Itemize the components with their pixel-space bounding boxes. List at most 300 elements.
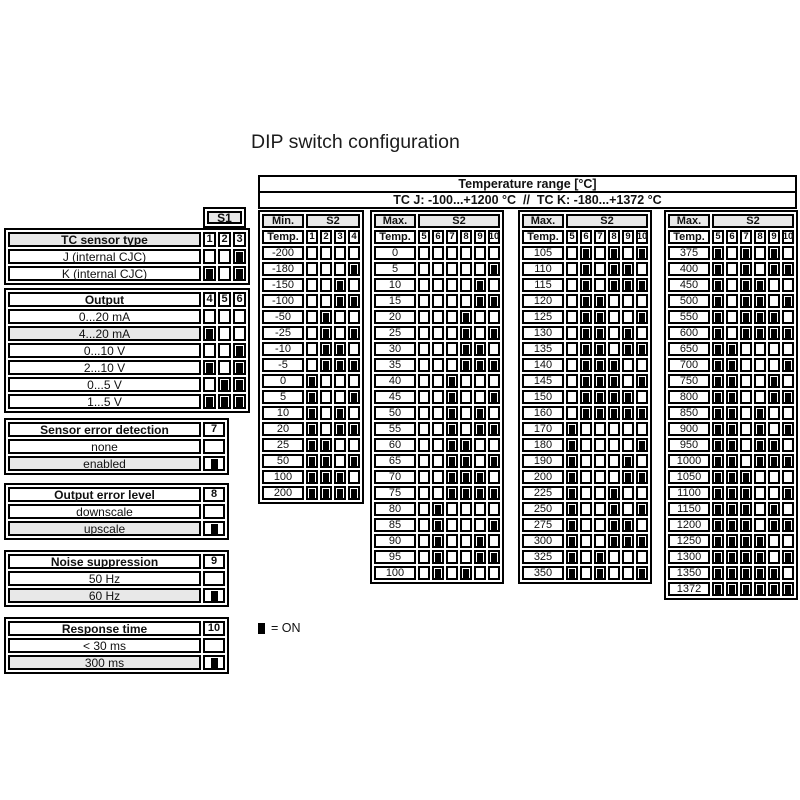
dip-switch-cell xyxy=(446,438,458,452)
s2-label: S2 xyxy=(306,214,360,228)
temp-row xyxy=(374,454,500,468)
temp-row xyxy=(668,406,794,420)
s2-label: S2 xyxy=(566,214,648,228)
temp-value-cell: 0 xyxy=(262,374,304,388)
header-row xyxy=(8,232,246,247)
temp-row xyxy=(668,438,794,452)
dip-switch-cell xyxy=(334,326,346,340)
temp-row xyxy=(522,502,648,516)
dip-switch-cell xyxy=(348,390,360,404)
temp-row xyxy=(522,422,648,436)
dip-switch-cell xyxy=(474,518,486,532)
dip-on-mark xyxy=(351,361,357,370)
dip-switch-cell xyxy=(636,262,648,276)
dip-switch-cell xyxy=(334,262,346,276)
temp-row xyxy=(262,310,360,324)
dip-switch-cell xyxy=(726,342,738,356)
dip-on-mark xyxy=(583,281,589,290)
option-row xyxy=(8,377,246,392)
dip-switch-cell xyxy=(460,470,472,484)
dip-on-mark xyxy=(583,265,589,274)
dip-on-mark xyxy=(463,345,469,354)
switch-number: 5 xyxy=(418,230,430,244)
dip-switch-cell xyxy=(712,534,724,548)
temp-value-cell: 275 xyxy=(522,518,564,532)
dip-switch-cell xyxy=(446,422,458,436)
dip-on-mark xyxy=(597,345,603,354)
temp-value-cell: 170 xyxy=(522,422,564,436)
dip-on-mark xyxy=(351,265,357,274)
temp-row xyxy=(668,486,794,500)
dip-on-mark xyxy=(625,329,631,338)
s1-header-box xyxy=(203,207,246,228)
dip-switch-cell xyxy=(594,406,606,420)
dip-switch-cell xyxy=(488,390,500,404)
dip-switch-cell xyxy=(594,326,606,340)
switch-number: 8 xyxy=(460,230,472,244)
header-row xyxy=(8,554,225,569)
dip-on-mark xyxy=(729,473,735,482)
temp-row xyxy=(668,518,794,532)
dip-switch-cell xyxy=(474,470,486,484)
temp-value-cell: 900 xyxy=(668,422,710,436)
temp-row xyxy=(522,326,648,340)
dip-on-mark xyxy=(639,345,645,354)
dip-switch-cell xyxy=(348,406,360,420)
dip-on-mark xyxy=(639,441,645,450)
dip-on-mark xyxy=(463,569,469,578)
dip-switch-cell xyxy=(432,390,444,404)
dip-switch-cell xyxy=(768,438,780,452)
option-label: K (internal CJC) xyxy=(8,266,201,281)
dip-switch-cell xyxy=(348,486,360,500)
dip-switch-cell xyxy=(474,534,486,548)
temp-row xyxy=(522,470,648,484)
dip-switch-cell xyxy=(334,278,346,292)
dip-on-mark xyxy=(463,441,469,450)
temp-row xyxy=(262,438,360,452)
dip-on-mark xyxy=(771,393,777,402)
option-label: enabled xyxy=(8,456,201,471)
dip-switch-cell xyxy=(233,377,246,392)
dip-switch-cell xyxy=(203,343,216,358)
dip-switch-cell xyxy=(726,566,738,580)
dip-switch-cell xyxy=(320,262,332,276)
temp-value-cell: 1050 xyxy=(668,470,710,484)
dip-switch-cell xyxy=(782,454,794,468)
dip-switch-cell xyxy=(566,566,578,580)
temp-value-cell: 250 xyxy=(522,502,564,516)
dip-on-mark xyxy=(715,441,721,450)
option-row xyxy=(8,309,246,324)
temp-value-cell: 70 xyxy=(374,470,416,484)
dip-switch-cell xyxy=(474,566,486,580)
temp-row xyxy=(668,454,794,468)
dip-switch-cell xyxy=(218,360,231,375)
dip-on-mark xyxy=(236,363,243,373)
temp-value-cell: 30 xyxy=(374,342,416,356)
dip-on-mark xyxy=(757,441,763,450)
dip-switch-cell xyxy=(233,326,246,341)
dip-switch-cell xyxy=(712,246,724,260)
switch-number: 4 xyxy=(203,292,216,307)
dip-switch-cell xyxy=(712,438,724,452)
temp-row xyxy=(262,278,360,292)
switch-number: 8 xyxy=(608,230,620,244)
dip-switch-cell xyxy=(726,518,738,532)
dip-switch-cell xyxy=(488,246,500,260)
dip-switch-cell xyxy=(580,454,592,468)
dip-on-mark xyxy=(449,457,455,466)
dip-switch-cell xyxy=(726,294,738,308)
dip-switch-cell xyxy=(306,342,318,356)
dip-switch-cell xyxy=(754,486,766,500)
dip-on-mark xyxy=(569,441,575,450)
dip-on-mark xyxy=(729,393,735,402)
dip-switch-cell xyxy=(726,550,738,564)
dip-on-mark xyxy=(236,346,243,356)
option-row xyxy=(8,638,225,653)
dip-on-mark xyxy=(771,329,777,338)
dip-on-mark xyxy=(435,569,441,578)
dip-switch-cell xyxy=(608,374,620,388)
dip-on-mark xyxy=(351,425,357,434)
dip-switch-cell xyxy=(432,422,444,436)
dip-switch-cell xyxy=(460,390,472,404)
dip-switch-cell xyxy=(726,278,738,292)
dip-switch-cell xyxy=(432,246,444,260)
dip-switch-cell xyxy=(636,422,648,436)
dip-switch-cell xyxy=(488,422,500,436)
dip-on-mark xyxy=(715,249,721,258)
switch-number: 7 xyxy=(594,230,606,244)
temp-value-cell: -10 xyxy=(262,342,304,356)
dip-switch-cell xyxy=(446,374,458,388)
temp-value-cell: 200 xyxy=(262,486,304,500)
dip-switch-cell xyxy=(348,294,360,308)
switch-number: 8 xyxy=(754,230,766,244)
dip-switch-cell xyxy=(418,278,430,292)
dip-switch-cell xyxy=(594,262,606,276)
dip-switch-cell xyxy=(348,326,360,340)
dip-switch-cell xyxy=(306,406,318,420)
dip-on-mark xyxy=(729,425,735,434)
dip-on-mark xyxy=(491,297,497,306)
dip-on-mark xyxy=(477,489,483,498)
dip-switch-cell xyxy=(594,454,606,468)
dip-on-mark xyxy=(757,281,763,290)
dip-on-mark xyxy=(337,473,343,482)
dip-switch-cell xyxy=(418,438,430,452)
dip-switch-cell xyxy=(580,278,592,292)
dip-on-mark xyxy=(639,473,645,482)
dip-switch-cell xyxy=(712,566,724,580)
dip-on-mark xyxy=(449,377,455,386)
dip-switch-cell xyxy=(320,390,332,404)
dip-on-mark xyxy=(569,489,575,498)
temp-value-cell: 90 xyxy=(374,534,416,548)
temp-value-cell: 40 xyxy=(374,374,416,388)
dip-on-mark xyxy=(477,281,483,290)
dip-switch-cell xyxy=(594,310,606,324)
dip-switch-cell xyxy=(460,278,472,292)
dip-switch-cell xyxy=(488,534,500,548)
header-row xyxy=(522,214,648,228)
header-row xyxy=(374,214,500,228)
dip-switch-cell xyxy=(594,518,606,532)
dip-switch-cell xyxy=(712,518,724,532)
dip-switch-cell xyxy=(348,278,360,292)
dip-switch-cell xyxy=(622,486,634,500)
dip-on-mark xyxy=(309,393,315,402)
dip-switch-cell xyxy=(566,374,578,388)
temp-value-cell: -180 xyxy=(262,262,304,276)
dip-switch-cell xyxy=(446,486,458,500)
dip-on-mark xyxy=(323,441,329,450)
temp-value-cell: 160 xyxy=(522,406,564,420)
dip-switch-cell xyxy=(622,262,634,276)
switch-number: 7 xyxy=(203,422,225,437)
dip-switch-cell xyxy=(203,309,216,324)
temp-value-cell: 50 xyxy=(262,454,304,468)
dip-switch-cell xyxy=(334,390,346,404)
dip-on-mark xyxy=(337,361,343,370)
temp-row xyxy=(668,278,794,292)
dip-on-mark xyxy=(351,457,357,466)
temp-row xyxy=(668,262,794,276)
temp-value-cell: 5 xyxy=(262,390,304,404)
dip-switch-cell xyxy=(754,582,766,596)
dip-switch-cell xyxy=(726,534,738,548)
dip-on-mark xyxy=(743,537,749,546)
dip-switch-cell xyxy=(594,278,606,292)
dip-switch-cell xyxy=(334,310,346,324)
dip-switch-cell xyxy=(306,326,318,340)
dip-switch-cell xyxy=(740,502,752,516)
dip-on-mark xyxy=(463,329,469,338)
dip-switch-cell xyxy=(782,486,794,500)
dip-switch-cell xyxy=(768,342,780,356)
temp-row xyxy=(668,310,794,324)
dip-switch-cell xyxy=(460,358,472,372)
legend xyxy=(258,621,301,635)
dip-switch-cell xyxy=(622,550,634,564)
dip-switch-cell xyxy=(474,550,486,564)
dip-switch-cell xyxy=(348,470,360,484)
dip-on-mark xyxy=(309,425,315,434)
dip-switch-cell xyxy=(233,360,246,375)
dip-switch-cell xyxy=(488,278,500,292)
dip-switch-cell xyxy=(580,438,592,452)
dip-switch-cell xyxy=(446,390,458,404)
dip-switch-cell xyxy=(203,521,225,536)
dip-switch-cell xyxy=(306,390,318,404)
dip-switch-cell xyxy=(432,486,444,500)
dip-on-mark xyxy=(337,409,343,418)
temp-value-cell: -25 xyxy=(262,326,304,340)
dip-switch-cell xyxy=(432,406,444,420)
dip-switch-cell xyxy=(488,518,500,532)
dip-switch-cell xyxy=(754,550,766,564)
switch-number: 6 xyxy=(432,230,444,244)
dip-switch-cell xyxy=(712,262,724,276)
dip-on-mark xyxy=(337,297,343,306)
dip-on-mark xyxy=(449,489,455,498)
dip-switch-cell xyxy=(768,246,780,260)
dip-on-mark xyxy=(625,345,631,354)
dip-switch-cell xyxy=(622,310,634,324)
dip-switch-cell xyxy=(726,390,738,404)
dip-on-mark xyxy=(729,377,735,386)
dip-on-mark xyxy=(491,489,497,498)
dip-switch-cell xyxy=(460,422,472,436)
dip-on-mark xyxy=(449,393,455,402)
dip-switch-cell xyxy=(203,249,216,264)
dip-switch-cell xyxy=(622,374,634,388)
dip-switch-cell xyxy=(432,262,444,276)
dip-switch-cell xyxy=(320,294,332,308)
dip-on-mark xyxy=(639,569,645,578)
dip-switch-cell xyxy=(348,422,360,436)
temp-value-cell: 180 xyxy=(522,438,564,452)
option-label: < 30 ms xyxy=(8,638,201,653)
dip-switch-cell xyxy=(418,550,430,564)
temp-row xyxy=(668,358,794,372)
dip-switch-cell xyxy=(768,278,780,292)
dip-switch-cell xyxy=(580,326,592,340)
dip-switch-cell xyxy=(432,550,444,564)
dip-switch-cell xyxy=(460,294,472,308)
temp-row xyxy=(374,470,500,484)
dip-on-mark xyxy=(206,329,213,339)
dip-switch-cell xyxy=(460,518,472,532)
dip-switch-cell xyxy=(233,394,246,409)
option-row xyxy=(8,504,225,519)
dip-switch-cell xyxy=(446,310,458,324)
temp-value-cell: 10 xyxy=(374,278,416,292)
dip-on-mark xyxy=(337,281,343,290)
switch-number: 6 xyxy=(233,292,246,307)
dip-switch-cell xyxy=(608,278,620,292)
dip-switch-cell xyxy=(782,246,794,260)
dip-on-mark xyxy=(463,489,469,498)
dip-switch-cell xyxy=(320,374,332,388)
dip-on-mark xyxy=(625,409,631,418)
dip-switch-cell xyxy=(622,294,634,308)
dip-switch-cell xyxy=(566,358,578,372)
dip-switch-cell xyxy=(432,566,444,580)
max-temp-table-1 xyxy=(370,210,504,584)
option-label: 1...5 V xyxy=(8,394,201,409)
dip-switch-cell xyxy=(432,294,444,308)
dip-on-mark xyxy=(729,489,735,498)
temp-row xyxy=(522,262,648,276)
dip-on-mark xyxy=(715,313,721,322)
dip-switch-cell xyxy=(432,470,444,484)
dip-switch-cell xyxy=(782,358,794,372)
dip-switch-cell xyxy=(566,310,578,324)
dip-on-mark xyxy=(323,329,329,338)
dip-on-mark xyxy=(639,505,645,514)
dip-switch-cell xyxy=(768,374,780,388)
dip-on-mark xyxy=(757,297,763,306)
s2-label: S2 xyxy=(418,214,500,228)
dip-switch-cell xyxy=(306,422,318,436)
switch-number: 1 xyxy=(203,232,216,247)
header-row xyxy=(8,292,246,307)
dip-on-mark xyxy=(715,345,721,354)
dip-switch-cell xyxy=(320,422,332,436)
dip-switch-cell xyxy=(782,310,794,324)
dip-switch-cell xyxy=(768,326,780,340)
dip-switch-cell xyxy=(608,246,620,260)
tc-sensor-type-table xyxy=(4,228,250,285)
dip-switch-cell xyxy=(754,310,766,324)
dip-on-mark xyxy=(309,441,315,450)
dip-switch-cell xyxy=(768,406,780,420)
dip-switch-cell xyxy=(306,358,318,372)
dip-switch-cell xyxy=(218,309,231,324)
dip-on-mark xyxy=(611,489,617,498)
dip-switch-cell xyxy=(636,566,648,580)
temp-value-cell: 450 xyxy=(668,278,710,292)
dip-switch-cell xyxy=(474,502,486,516)
temp-value-cell: 1150 xyxy=(668,502,710,516)
table-header: Noise suppression xyxy=(8,554,201,569)
temp-row xyxy=(668,422,794,436)
dip-on-mark xyxy=(337,345,343,354)
dip-switch-cell xyxy=(432,518,444,532)
switch-number: 3 xyxy=(233,232,246,247)
dip-switch-cell xyxy=(580,502,592,516)
dip-switch-cell xyxy=(782,326,794,340)
dip-switch-cell xyxy=(446,550,458,564)
dip-switch-cell xyxy=(580,294,592,308)
dip-on-mark xyxy=(715,569,721,578)
dip-on-mark xyxy=(757,569,763,578)
dip-switch-cell xyxy=(334,342,346,356)
temp-value-cell: 125 xyxy=(522,310,564,324)
dip-switch-cell xyxy=(418,486,430,500)
dip-switch-cell xyxy=(608,566,620,580)
option-row xyxy=(8,394,246,409)
dip-switch-cell xyxy=(726,470,738,484)
dip-switch-cell xyxy=(580,390,592,404)
dip-switch-cell xyxy=(740,566,752,580)
dip-on-mark xyxy=(771,377,777,386)
dip-switch-cell xyxy=(446,262,458,276)
dip-switch-cell xyxy=(782,262,794,276)
dip-switch-cell xyxy=(566,438,578,452)
dip-on-mark xyxy=(785,361,791,370)
dip-switch-cell xyxy=(782,278,794,292)
dip-on-mark xyxy=(785,425,791,434)
dip-on-mark xyxy=(351,489,357,498)
dip-on-mark xyxy=(729,457,735,466)
dip-switch-cell xyxy=(768,390,780,404)
switch-number: 2 xyxy=(218,232,231,247)
temp-value-cell: 20 xyxy=(374,310,416,324)
temp-row xyxy=(522,566,648,580)
dip-switch-cell xyxy=(754,278,766,292)
dip-switch-cell xyxy=(233,266,246,281)
dip-on-mark xyxy=(743,521,749,530)
dip-switch-cell xyxy=(712,550,724,564)
option-label: downscale xyxy=(8,504,201,519)
dip-on-mark xyxy=(785,553,791,562)
dip-on-mark xyxy=(771,569,777,578)
dip-switch-cell xyxy=(594,534,606,548)
